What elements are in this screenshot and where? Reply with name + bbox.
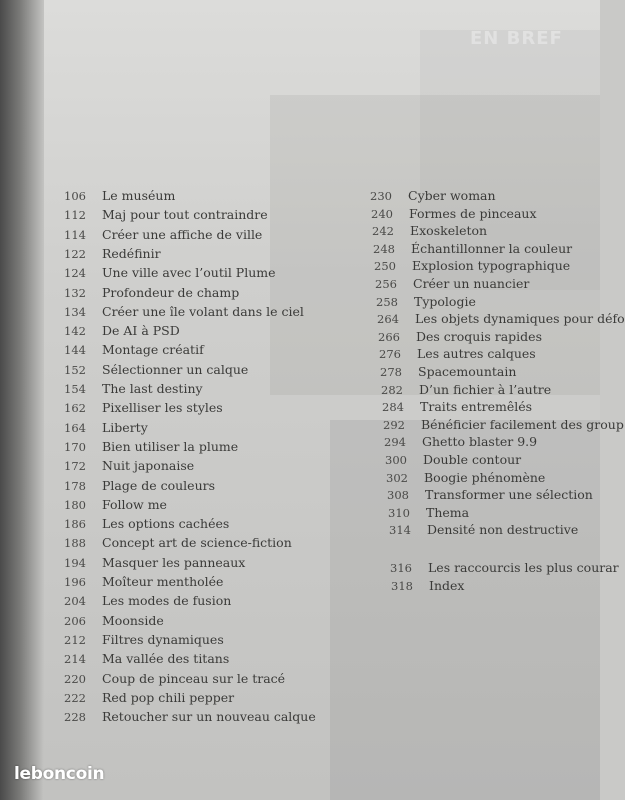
toc-entry: [370, 504, 470, 521]
toc-page-number: 300: [385, 453, 407, 467]
toc-entry-title: Bien utiliser la plume: [102, 438, 239, 454]
toc-page-number: 196: [64, 575, 86, 589]
toc-page-number: 318: [391, 578, 413, 593]
toc-entry: [46, 381, 203, 397]
toc-entry: [361, 346, 536, 362]
toc-entry: [46, 265, 276, 281]
toc-page-number: 248: [373, 241, 395, 256]
toc-page-number: 314: [389, 523, 411, 538]
toc-entry-title: Filtres dynamiques: [102, 631, 224, 647]
toc-entry-title: Masquer les panneaux: [102, 554, 246, 570]
toc-entry: [46, 438, 239, 455]
toc-entry-title: Explosion typographique: [412, 258, 571, 274]
toc-entry-title: Cyber woman: [408, 188, 496, 203]
toc-entry-title: Pixelliser les styles: [102, 400, 223, 416]
toc-entry-title: Index: [429, 577, 465, 593]
toc-page-number: 152: [64, 362, 86, 377]
toc-entry-title: Créer une île volant dans le ciel: [102, 303, 304, 319]
toc-entry-title: Moîteur mentholée: [102, 574, 224, 589]
toc-entry-title: Nuit japonaise: [102, 458, 195, 474]
toc-entry: [46, 458, 195, 474]
toc-page-number: 188: [64, 536, 86, 551]
toc-page-number: 310: [388, 505, 410, 520]
toc-entry-title: Une ville avec l’outil Plume: [102, 265, 276, 281]
toc-page-number: 170: [64, 439, 86, 454]
toc-page-number: 240: [371, 206, 393, 221]
toc-entry-title: Formes de pinceaux: [409, 205, 537, 221]
toc-entry-title: The last destiny: [102, 381, 203, 396]
toc-entry-title: Les modes de fusion: [102, 593, 232, 609]
toc-entry-title: Les autres calques: [417, 346, 536, 362]
toc-entry-title: Transformer une sélection: [425, 487, 593, 503]
toc-entry-title: Les options cachées: [102, 516, 230, 532]
toc-page-number: 164: [64, 420, 86, 435]
toc-entry: [362, 364, 517, 380]
toc-entry: [369, 487, 593, 503]
toc-page-number: 220: [64, 671, 86, 686]
toc-entry: [46, 400, 223, 416]
toc-entry-title: Sélectionner un calque: [102, 361, 249, 377]
toc-entry-title: D’un fichier à l’autre: [419, 381, 552, 397]
toc-entry: [46, 226, 263, 243]
toc-entry-title: De AI à PSD: [102, 323, 180, 339]
toc-entry: [356, 258, 571, 274]
toc-page-number: 276: [379, 347, 401, 362]
toc-entry: [355, 240, 573, 257]
toc-page-number: 250: [374, 259, 396, 274]
toc-entry-title: Retoucher sur un nouveau calque: [102, 709, 316, 725]
toc-page-number: 230: [370, 189, 392, 203]
toc-entry-title: Exoskeleton: [410, 223, 488, 239]
toc-entry-title: Des croquis rapides: [416, 328, 542, 344]
toc-entry: [46, 361, 249, 378]
toc-entry: [46, 342, 204, 358]
toc-page-number: 228: [64, 710, 86, 725]
toc-page-number: 256: [375, 277, 397, 291]
toc-entry-title: Ma vallée des titans: [102, 651, 230, 667]
toc-page-number: 284: [382, 400, 404, 415]
toc-page-number: 178: [64, 478, 86, 493]
toc-page-number: 294: [384, 435, 406, 450]
toc-entry: [46, 612, 164, 629]
toc-page-number: 186: [64, 517, 86, 532]
toc-entry: [46, 284, 240, 301]
toc-entry-title: Follow me: [102, 496, 167, 512]
toc-page-number: 122: [64, 246, 86, 261]
toc-entry: [46, 670, 286, 687]
toc-entry-title: Créer un nuancier: [413, 276, 530, 291]
toc-page-number: 242: [372, 224, 394, 239]
toc-entry-title: Maj pour tout contraindre: [102, 207, 268, 223]
toc-entry-title: Spacemountain: [418, 364, 517, 379]
toc-entry: [352, 188, 496, 204]
toc-entry: [46, 689, 235, 706]
toc-entry-title: Double contour: [423, 452, 522, 467]
toc-entry-title: Thema: [426, 504, 470, 520]
toc-page-number: 106: [64, 189, 86, 203]
toc-entry: [366, 434, 538, 450]
book-binding-shadow: [0, 0, 44, 800]
toc-entry-title: Profondeur de champ: [102, 284, 240, 300]
toc-entry: [358, 293, 476, 310]
toc-entry: [353, 205, 537, 222]
toc-page-number: 278: [380, 365, 402, 379]
toc-entry: [46, 496, 167, 513]
toc-entry-title: Montage créatif: [102, 342, 204, 358]
toc-page-number: 282: [381, 382, 403, 397]
toc-entry-title: Liberty: [102, 419, 148, 435]
toc-page-number: 132: [64, 285, 86, 300]
toc-page-number: 222: [64, 690, 86, 705]
toc-entry: [354, 223, 488, 239]
toc-page-number: 172: [64, 459, 86, 474]
toc-entry: [46, 419, 148, 436]
toc-page-number: 212: [64, 632, 86, 647]
toc-page-number: 180: [64, 497, 86, 512]
toc-entry-title: Moonside: [102, 612, 164, 628]
toc-entry-title: Concept art de science-fiction: [102, 535, 292, 551]
toc-entry-title: Échantillonner la couleur: [411, 240, 573, 256]
toc-entry-title: Le muséum: [102, 188, 176, 203]
toc-page-number: 142: [64, 324, 86, 339]
toc-entry: [46, 554, 246, 571]
toc-page-number: 258: [376, 294, 398, 309]
toc-entry: [46, 651, 230, 667]
leboncoin-watermark: leboncoin: [14, 764, 105, 784]
toc-entry: [46, 574, 224, 590]
toc-page-number: 316: [390, 561, 412, 575]
toc-page-number: 214: [64, 652, 86, 667]
toc-page-number: 134: [64, 304, 86, 319]
toc-entry-title: Traits entremêlés: [420, 399, 533, 415]
toc-entry: [46, 516, 230, 532]
toc-entry-title: Bénéficier facilement des group: [421, 416, 624, 432]
toc-entry: [364, 399, 533, 415]
toc-page-number: 114: [64, 227, 86, 242]
toc-entry: [373, 577, 465, 594]
toc-entry-title: Les objets dynamiques pour défo: [415, 311, 625, 327]
toc-page-number: 204: [64, 594, 86, 609]
toc-entry-title: Coup de pinceau sur le tracé: [102, 670, 286, 686]
toc-entry: [360, 328, 542, 345]
toc-entry-title: Densité non destructive: [427, 522, 579, 538]
toc-page-number: 302: [386, 470, 408, 485]
toc-entry-title: Créer une affiche de ville: [102, 226, 263, 242]
toc-entry: [367, 452, 522, 468]
toc-entry: [46, 477, 216, 494]
toc-page-number: 206: [64, 613, 86, 628]
toc-entry: [46, 207, 268, 223]
toc-page-number: 162: [64, 401, 86, 416]
toc-page-number: 264: [377, 312, 399, 327]
toc-entry: [363, 381, 552, 398]
toc-entry-title: Boogie phénomène: [424, 469, 546, 485]
toc-entry-title: Typologie: [414, 293, 476, 309]
toc-entry: [46, 188, 176, 204]
toc-entry: [365, 416, 624, 433]
toc-page-number: 154: [64, 382, 86, 396]
toc-entry-title: Les raccourcis les plus courar: [428, 560, 619, 575]
toc-entry: [46, 245, 161, 262]
toc-entry: [359, 311, 625, 327]
toc-entry: [372, 560, 619, 576]
toc-page-number: 194: [64, 555, 86, 570]
toc-entry-title: Red pop chili pepper: [102, 689, 235, 705]
toc-page-number: 112: [64, 208, 86, 223]
toc-page-number: 124: [64, 266, 86, 281]
toc-entry: [46, 593, 232, 609]
toc-page-number: 266: [378, 329, 400, 344]
toc-page-number: 292: [383, 417, 405, 432]
toc-entry-title: Ghetto blaster 9.9: [422, 434, 538, 450]
toc-entry: [357, 276, 530, 292]
toc-entry: [46, 631, 224, 648]
toc-entry-title: Plage de couleurs: [102, 477, 216, 493]
background-heading: EN BREF: [470, 28, 563, 49]
toc-entry: [46, 709, 316, 725]
toc-entry: [46, 323, 180, 339]
toc-entry: [371, 522, 579, 538]
toc-entry: [46, 535, 292, 551]
toc-page-number: 308: [387, 488, 409, 503]
toc-entry-title: Redéfinir: [102, 245, 161, 261]
toc-page-number: 144: [64, 343, 86, 358]
toc-entry: [368, 469, 546, 486]
toc-entry: [46, 303, 304, 320]
